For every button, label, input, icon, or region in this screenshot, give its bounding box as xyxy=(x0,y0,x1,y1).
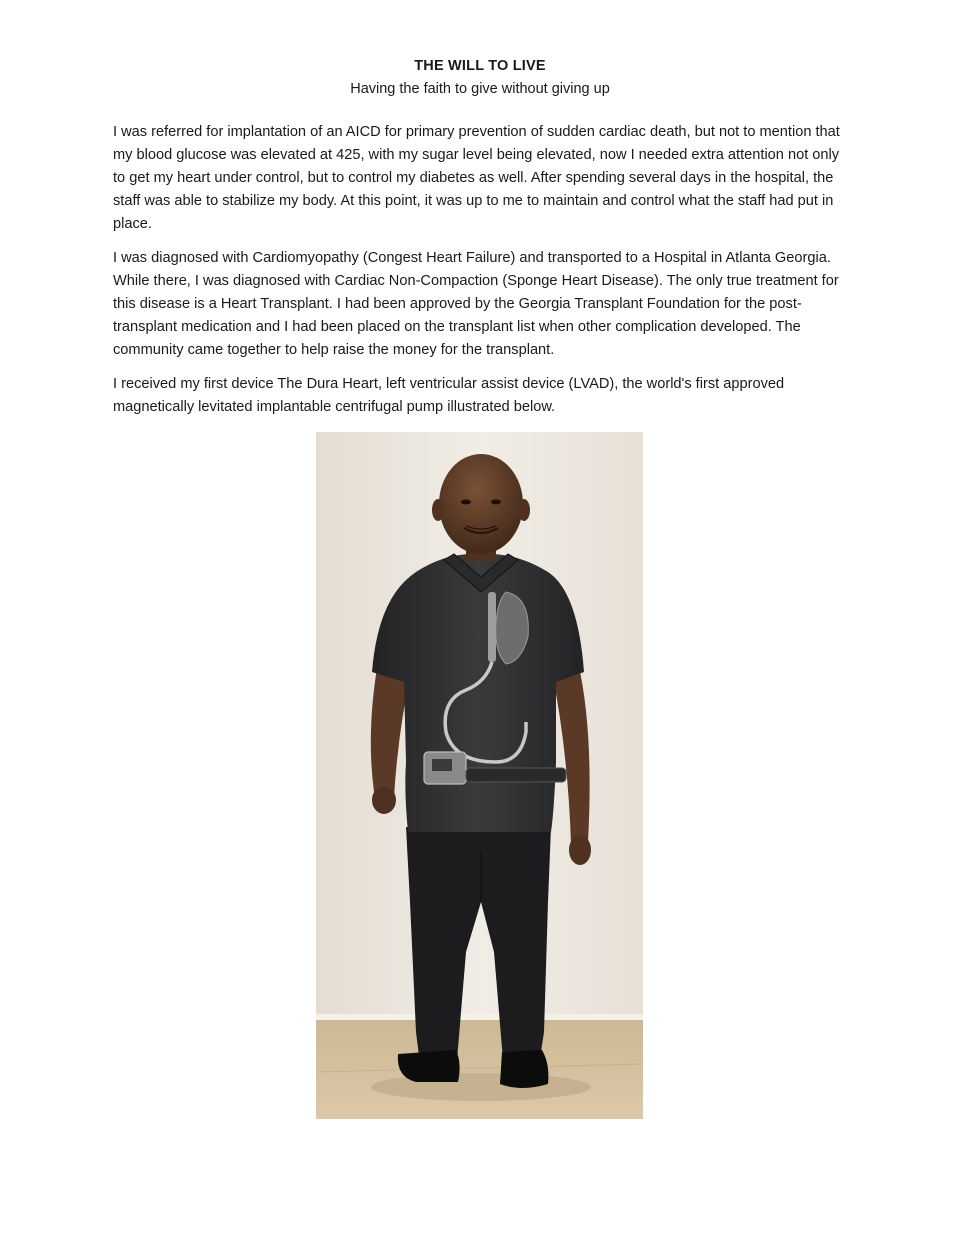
document-body xyxy=(113,121,853,430)
photo-illustration xyxy=(316,432,643,1119)
paragraph-2: I was diagnosed with Cardiomyopathy (Congest Heart Failure) and transported to a Hospital in Atlanta Georgia. While there, I was diagnosed with Cardiac Non-Compaction (Sponge Heart Disease). The only true treatment for this disease is a Heart Transplant. I had been approved by the Georgia Transplant Foundation for the post-transplant medication and I had been placed on the transplant list when other complication developed. The community came together to help raise the money for the transplant. xyxy=(113,250,839,358)
document-title: THE WILL TO LIVE xyxy=(414,58,546,74)
baseboard xyxy=(316,1014,643,1020)
right-shoe xyxy=(500,1050,548,1088)
document-subtitle: Having the faith to give without giving up xyxy=(350,81,610,97)
paragraph-3: I received my first device The Dura Heart, left ventricular assist device (LVAD), the world's first approved magnetically levitated implantable centrifugal pump illustrated below. xyxy=(113,376,785,415)
paragraph-1: I was referred for implantation of an AICD for primary prevention of sudden cardiac death, but not to mention that my blood glucose was elevated at 425, with my sugar level being elevated, now I needed extra attention not only to get my heart under control, but to control my diabetes as well. After spending several days in the hospital, the staff was able to stabilize my body. At this point, it was up to me to maintain and control what the staff had put in place. xyxy=(113,124,840,232)
head xyxy=(439,454,523,554)
left-shoe xyxy=(398,1050,460,1082)
lvad-patient-photo xyxy=(316,432,643,1119)
